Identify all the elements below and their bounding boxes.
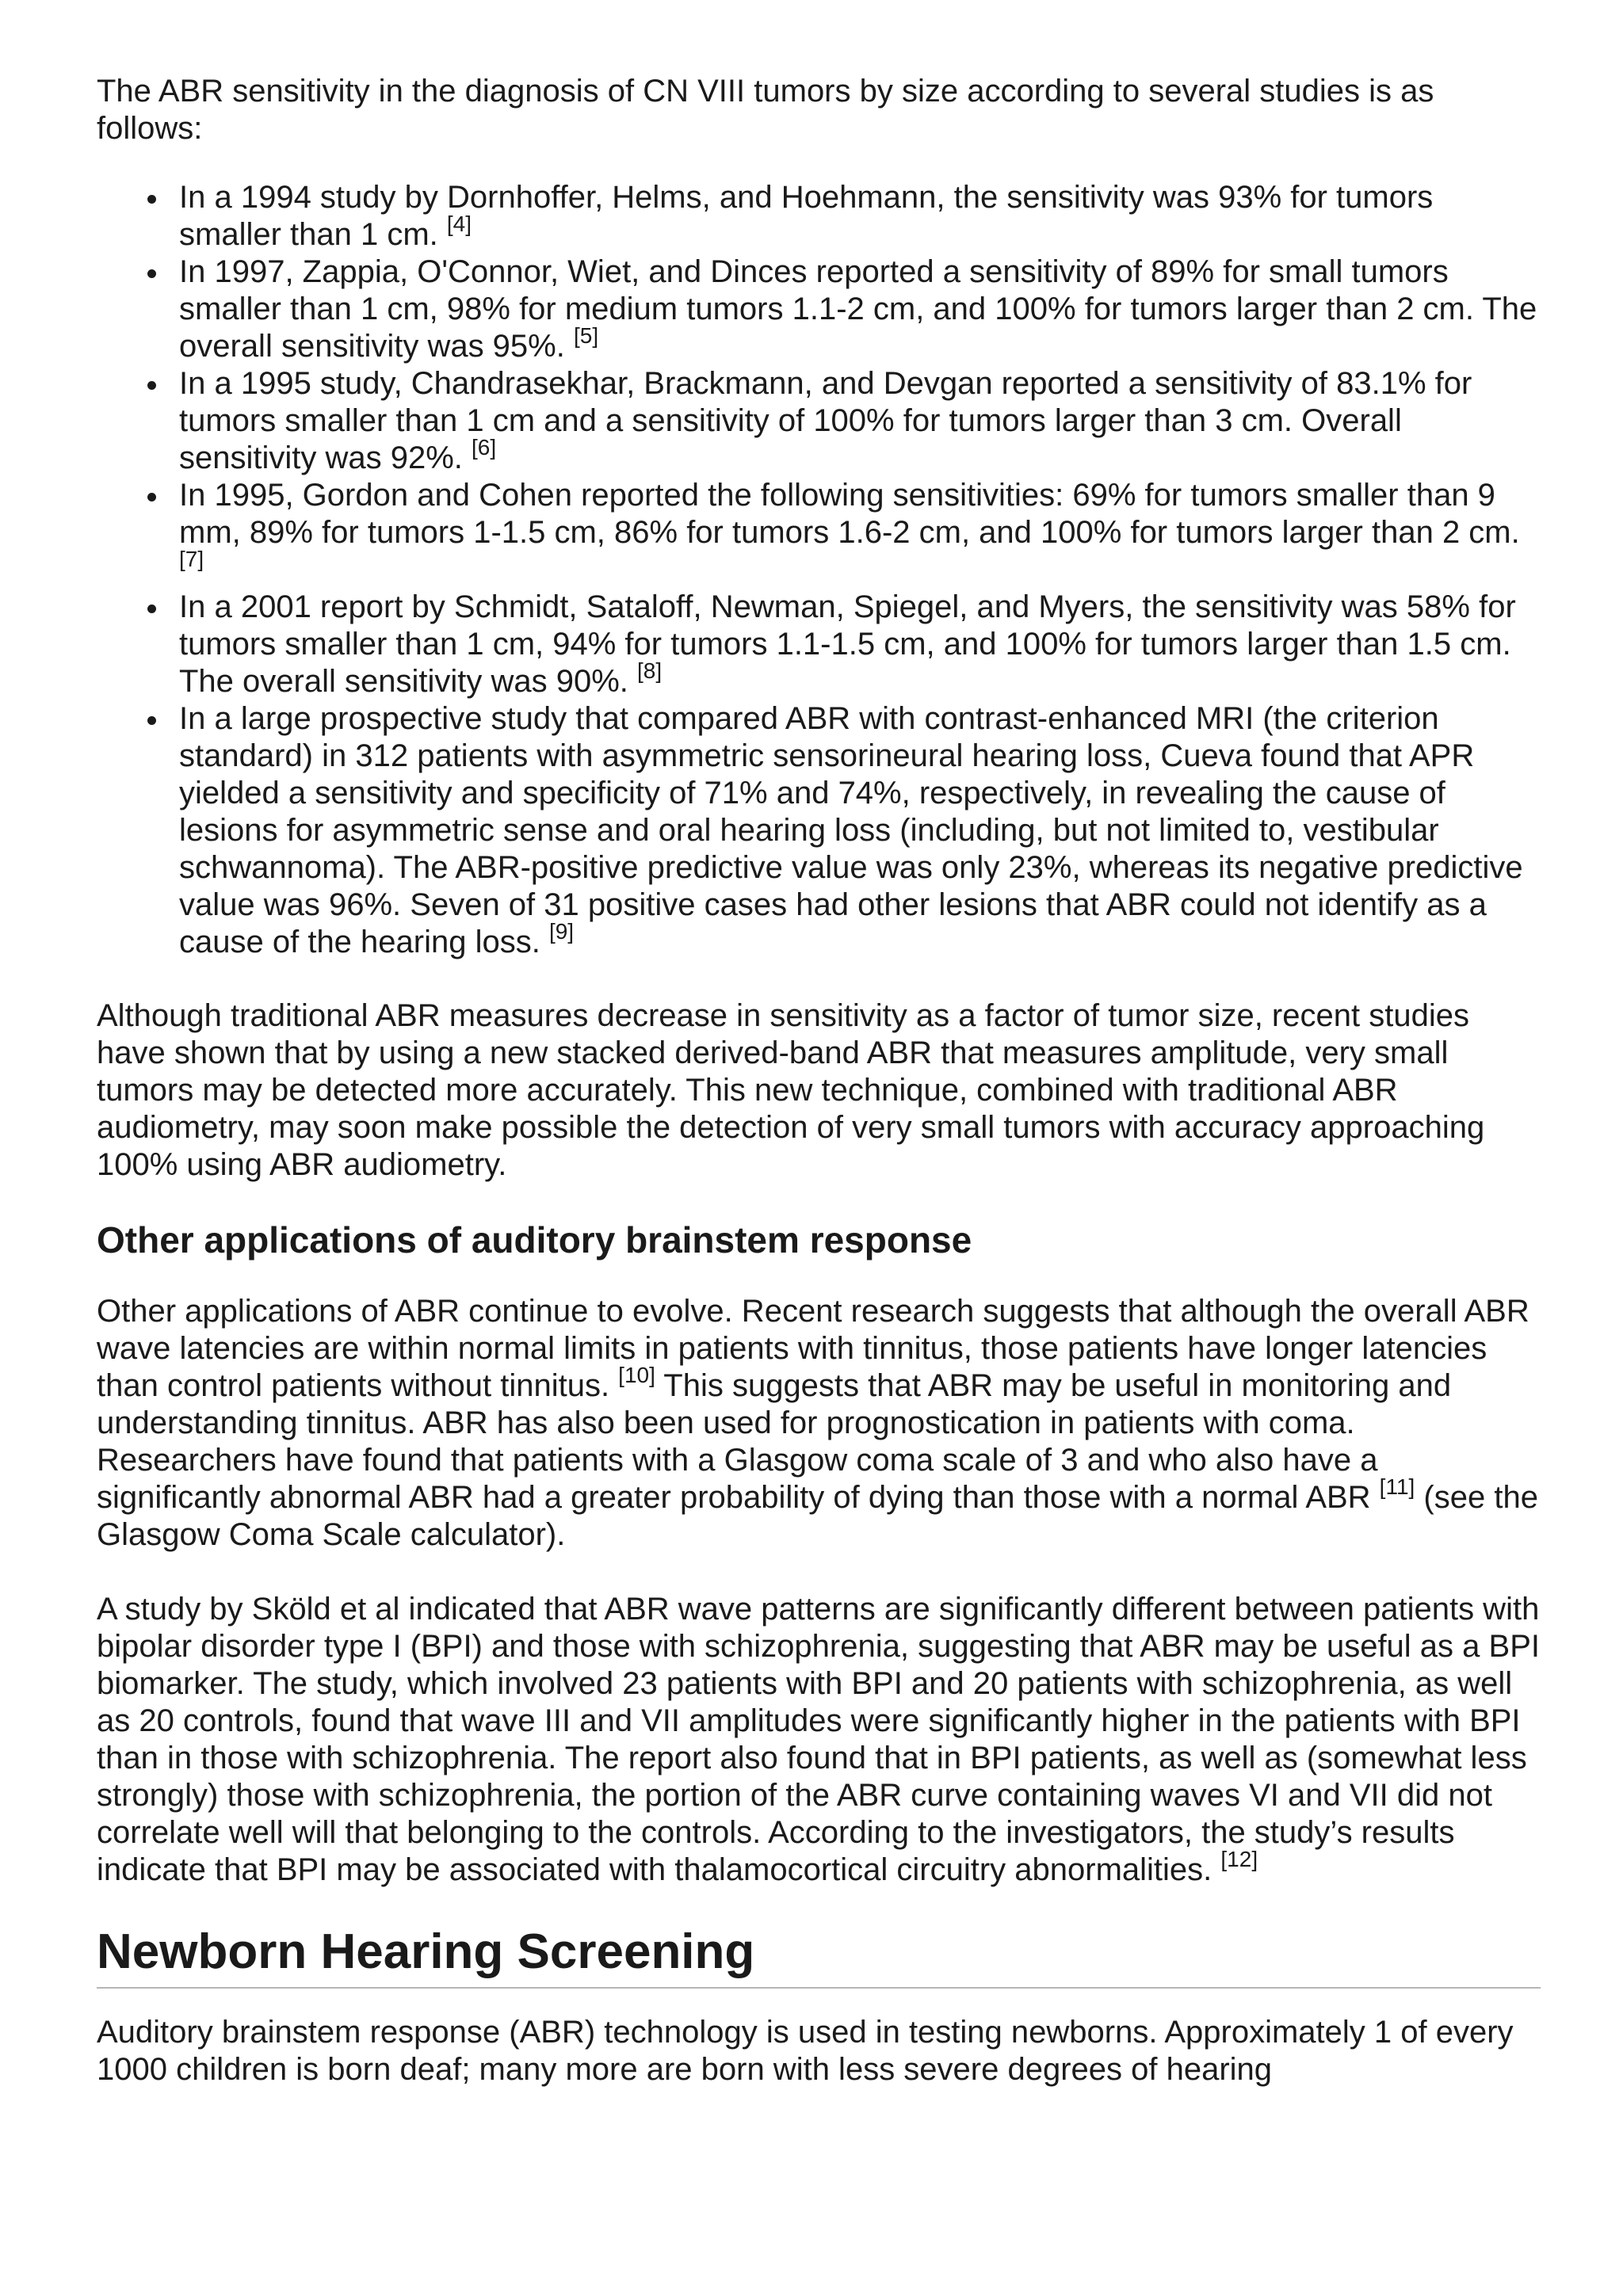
reference-link[interactable]: [10] bbox=[618, 1362, 655, 1387]
other-applications-heading: Other applications of auditory brainstem response bbox=[97, 1219, 972, 1261]
list-item-text: In 1997, Zappia, O'Connor, Wiet, and Dinces reported a sensitivity of 89% for small tumors smaller than 1 cm, 98% for medium tumors 1.1-2 cm, and 100% for tumors larger than 2 cm. The overall sensitivity was 95%. bbox=[179, 254, 1537, 364]
intro-paragraph: The ABR sensitivity in the diagnosis of CN VIII tumors by size according to several studies is as follows: bbox=[97, 74, 1434, 146]
reference-link[interactable]: [4] bbox=[446, 211, 472, 236]
newborn-screening-heading: Newborn Hearing Screening bbox=[97, 1924, 1541, 1989]
paragraph-text: Other applications of ABR continue to evolve. Recent research suggests that although the overall ABR wave latencies are within normal limits in patients with tinnitus, those patients have longer latencies than control patients without tinnitus. bbox=[97, 1294, 1529, 1403]
list-item-text: In a 1994 study by Dornhoffer, Helms, and Hoehmann, the sensitivity was 93% for tumors smaller than 1 cm. bbox=[179, 180, 1434, 252]
list-item-text: In a large prospective study that compared ABR with contrast-enhanced MRI (the criterion standard) in 312 patients with asymmetric sensorineural hearing loss, Cueva found that APR yielded a sensitivity and specificity of 71% and 74%, respectively, in revealing the cause of lesions for asymmetric sense and oral hearing loss (including, but not limited to, vestibular schwannoma). The ABR-positive predictive value was only 23%, whereas its negative predictive value was 96%. Seven of 31 positive cases had other lesions that ABR could not identify as a cause of the hearing loss. bbox=[179, 701, 1523, 959]
list-item-text: In a 1995 study, Chandrasekhar, Brackmann, and Devgan reported a sensitivity of 83.1% for tumors smaller than 1 cm and a sensitivity of 100% for tumors larger than 3 cm. Overall sensitivity was 92%. bbox=[179, 366, 1472, 475]
reference-link[interactable]: [9] bbox=[548, 918, 575, 944]
list-item bbox=[179, 700, 1541, 961]
skold-study-paragraph bbox=[97, 1591, 1541, 1889]
list-item-text: In a 2001 report by Schmidt, Sataloff, Newman, Spiegel, and Myers, the sensitivity was 58% for tumors smaller than 1 cm, 94% for tumors 1.1-1.5 cm, and 100% for tumors larger than 1.5 cm. The overall sensitivity was 90%. bbox=[179, 589, 1516, 699]
list-item bbox=[179, 254, 1541, 365]
newborn-screening-paragraph: Auditory brainstem response (ABR) technology is used in testing newborns. Approximately 1 of every 1000 children is born deaf; many more are born with less severe degrees of hearing bbox=[97, 2015, 1514, 2087]
article-page bbox=[97, 73, 1541, 2088]
paragraph-text: (see the Glasgow Coma Scale calculator). bbox=[97, 1480, 1538, 1552]
reference-link[interactable]: [6] bbox=[472, 434, 497, 460]
other-applications-paragraph bbox=[97, 1293, 1541, 1554]
paragraph-text: This suggests that ABR may be useful in monitoring and understanding tinnitus. ABR has also been used for prognostication in patients with coma. Researchers have found that patients with a Glasgow coma scale of 3 and who also have a significantly abnormal ABR had a greater probability of dying than those with a normal ABR bbox=[97, 1368, 1452, 1515]
study-sensitivity-list bbox=[97, 179, 1541, 961]
reference-link[interactable]: [11] bbox=[1379, 1474, 1415, 1499]
list-item bbox=[179, 589, 1541, 700]
reference-link[interactable]: [7] bbox=[179, 546, 204, 571]
list-item bbox=[179, 365, 1541, 477]
reference-link[interactable]: [12] bbox=[1220, 1846, 1258, 1871]
list-item bbox=[179, 477, 1541, 589]
list-item bbox=[179, 179, 1541, 254]
reference-link[interactable]: [5] bbox=[573, 322, 599, 348]
tumor-size-paragraph: Although traditional ABR measures decrease in sensitivity as a factor of tumor size, recent studies have shown that by using a new stacked derived-band ABR that measures amplitude, very small tumors may be detected more accurately. This new technique, combined with traditional ABR audiometry, may soon make possible the detection of very small tumors with accuracy approaching 100% using ABR audiometry. bbox=[97, 998, 1485, 1182]
list-item-text: In 1995, Gordon and Cohen reported the following sensitivities: 69% for tumors smaller than 9 mm, 89% for tumors 1-1.5 cm, 86% for tumors 1.6-2 cm, and 100% for tumors larger than 2 cm. bbox=[179, 478, 1520, 550]
paragraph-text: A study by Sköld et al indicated that ABR wave patterns are significantly different between patients with bipolar disorder type I (BPI) and those with schizophrenia, suggesting that ABR may be useful as a BPI biomarker. The study, which involved 23 patients with BPI and 20 patients with schizophrenia, as well as 20 controls, found that wave III and VII amplitudes were significantly higher in the patients with BPI than in those with schizophrenia. The report also found that in BPI patients, as well as (somewhat less strongly) those with schizophrenia, the portion of the ABR curve containing waves VI and VII did not correlate well will that belonging to the controls. According to the investigators, the study’s results indicate that BPI may be associated with thalamocortical circuitry abnormalities. bbox=[97, 1592, 1540, 1887]
reference-link[interactable]: [8] bbox=[637, 658, 663, 683]
